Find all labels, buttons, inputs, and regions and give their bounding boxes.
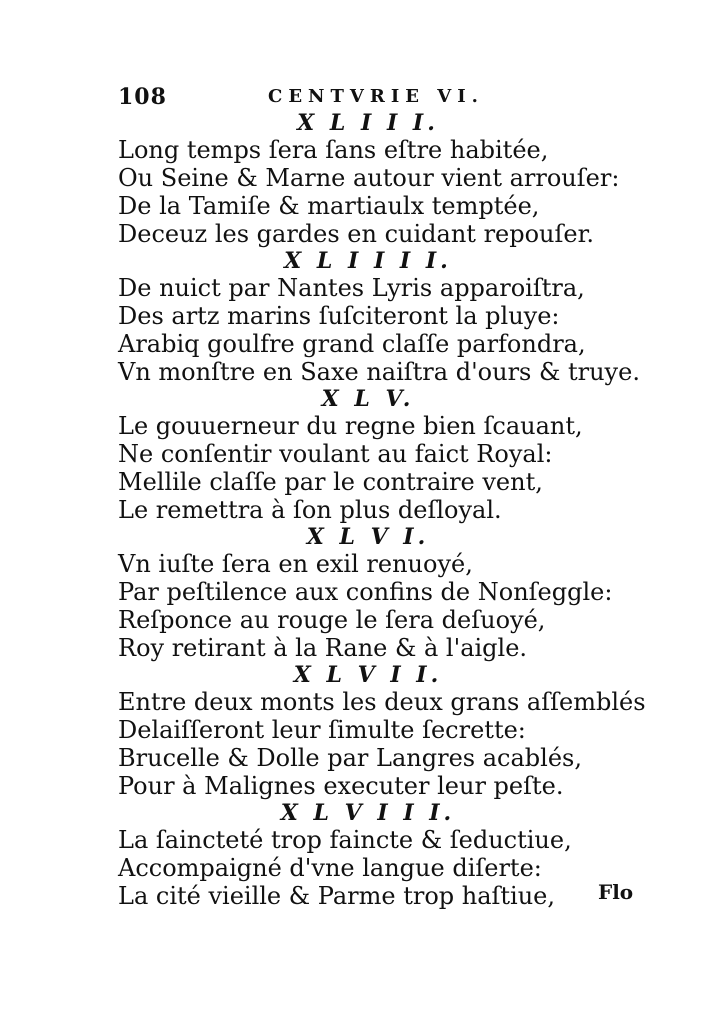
- verse-line: Vn monſtre en Saxe naiſtra d'ours & truye.: [118, 358, 640, 386]
- verse-line: Long temps ſera ſans eſtre habitée,: [118, 136, 549, 164]
- verse-line: Brucelle & Dolle par Langres acablés,: [118, 744, 582, 772]
- verse-line: Roy retirant à la Rane & à l'aigle.: [118, 634, 528, 662]
- quatrain: [118, 248, 640, 386]
- verse-line: La ſainctеté trop faincte & ſeductiue,: [118, 826, 572, 854]
- catchword: Flo: [598, 880, 634, 904]
- verse-line: De nuict par Nantes Lyris apparoiſtra,: [118, 274, 585, 302]
- verse-line: Le remettra à ſon plus deſloyal.: [118, 496, 502, 524]
- verse-line: Ne conſentir voulant au faict Royal:: [118, 440, 553, 468]
- quatrain: [118, 110, 620, 248]
- verse-line: Par peſtilence aux confins de Nonſeggle:: [118, 578, 613, 606]
- quatrain-numeral: X L V I I I.: [280, 800, 456, 826]
- verse-line: De la Tamiſe & martiaulx temptée,: [118, 192, 540, 220]
- page-number: 108: [118, 84, 167, 110]
- quatrain-numeral: X L V I I.: [293, 662, 443, 688]
- running-title: CENTVRIE VI.: [268, 86, 484, 107]
- verse-line: Deceuz les gardes en cuidant repouſer.: [118, 220, 595, 248]
- quatrain-numeral: X L V.: [321, 386, 415, 412]
- verse-line: La cité vieille & Parme trop haſtiue,: [118, 882, 556, 910]
- quatrain: [118, 662, 646, 800]
- quatrain-numeral: X L V I.: [306, 524, 430, 550]
- quatrain-numeral: X L I I I I.: [284, 248, 452, 274]
- verse-line: Vn iuſte ſera en exil renuoyé,: [118, 550, 473, 578]
- quatrain-numeral: X L I I I.: [297, 110, 439, 136]
- verse-line: Mellile claſſe par le contraire vent,: [118, 468, 543, 496]
- verse-line: Pour à Malignes executer leur peſte.: [118, 772, 564, 800]
- quatrain: [118, 386, 588, 524]
- verse-line: Ou Seine & Marne autour vient arrouſer:: [118, 164, 620, 192]
- verse-line: Des artz marins ſuſciteront la pluye:: [118, 302, 560, 330]
- quatrain: [118, 524, 613, 662]
- verse-line: Delaiſſeront leur ſimulte ſecrette:: [118, 716, 526, 744]
- verse-line: Accompaigné d'vne langue diſerte:: [118, 854, 542, 882]
- verse-line: Le gouuerneur du regne bien ſcauant,: [118, 412, 583, 440]
- quatrain: [118, 800, 588, 910]
- verse-line: Entre deux monts les deux grans aſſemblés: [118, 688, 646, 716]
- verse-line: Arabiq goulfre grand claſſe parfondra,: [118, 330, 586, 358]
- verse-line: Reſponce au rouge le ſera deſuoyé,: [118, 606, 546, 634]
